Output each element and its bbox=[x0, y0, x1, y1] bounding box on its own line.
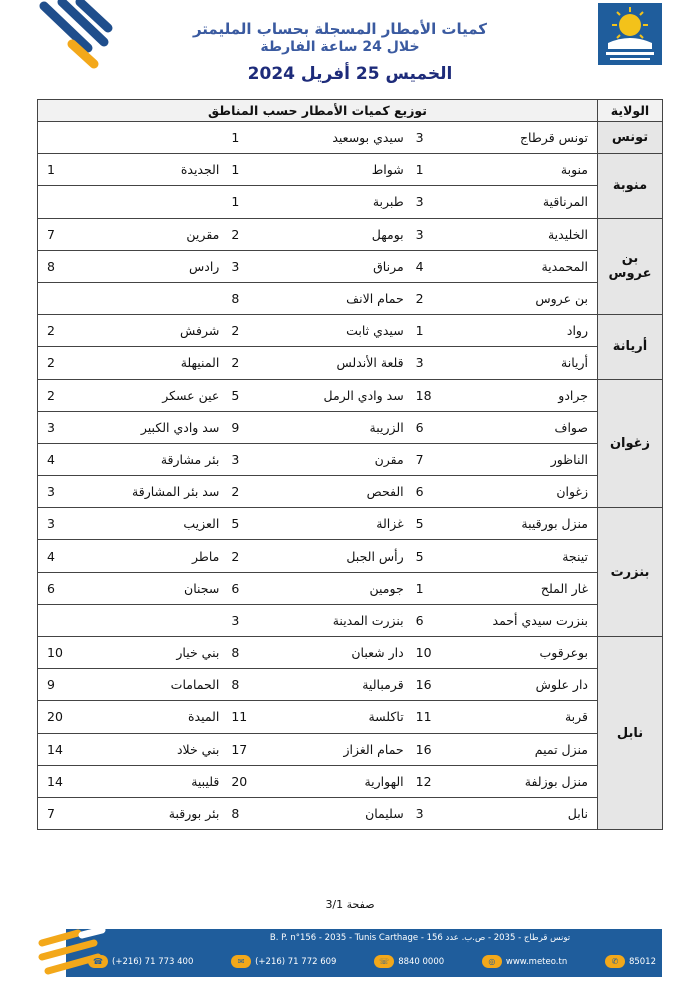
station-entry bbox=[225, 380, 409, 411]
institute-logo-icon bbox=[598, 3, 662, 65]
station-name: بئر مشارقة bbox=[160, 451, 220, 467]
station-name: المنيهلة bbox=[180, 355, 220, 371]
station-entry bbox=[410, 605, 594, 636]
station-entry bbox=[225, 508, 409, 539]
station-name: منوبة bbox=[560, 162, 588, 178]
stations-cell bbox=[38, 508, 598, 540]
station-entry bbox=[41, 540, 225, 571]
station-entry bbox=[225, 637, 409, 668]
station-name: تاكلسة bbox=[368, 709, 404, 725]
rainfall-value: 1 bbox=[415, 162, 424, 178]
station-entry bbox=[225, 347, 409, 378]
station-name: سجنان bbox=[184, 580, 220, 596]
station-name: عين عسكر bbox=[162, 387, 220, 403]
station-name: شواط bbox=[371, 162, 404, 178]
rainfall-value: 17 bbox=[231, 741, 248, 757]
rainfall-value: 8 bbox=[231, 645, 240, 661]
governorate-name: بنزرت bbox=[598, 508, 663, 637]
table-header-row bbox=[38, 100, 663, 122]
station-name: بني خيار bbox=[176, 645, 220, 661]
station-entry bbox=[225, 283, 409, 314]
title-block bbox=[160, 20, 520, 56]
station-name: الحمامات bbox=[170, 677, 220, 693]
station-name: أريانة bbox=[561, 355, 588, 371]
station-entry bbox=[410, 186, 594, 217]
rainfall-value: 6 bbox=[415, 612, 424, 628]
rainfall-value: 11 bbox=[231, 709, 248, 725]
station-group bbox=[41, 315, 594, 346]
station-entry bbox=[225, 154, 409, 185]
stations-cell bbox=[38, 572, 598, 604]
rainfall-value: 3 bbox=[47, 484, 55, 500]
rainfall-value: 2 bbox=[231, 226, 240, 242]
station-entry bbox=[225, 605, 409, 636]
rainfall-value: 2 bbox=[231, 484, 240, 500]
station-name: العزيب bbox=[183, 516, 220, 532]
station-name: تينجة bbox=[562, 548, 588, 564]
rainfall-value: 8 bbox=[231, 291, 240, 307]
station-name: ماطر bbox=[191, 548, 220, 564]
station-name: قرمبالية bbox=[362, 677, 404, 693]
station-entry bbox=[410, 380, 594, 411]
rainfall-value: 2 bbox=[47, 387, 55, 403]
stations-cell bbox=[38, 669, 598, 701]
stations-cell bbox=[38, 637, 598, 669]
table-row bbox=[38, 315, 663, 347]
rainfall-value: 5 bbox=[415, 516, 424, 532]
contact-text: 8840 0000 bbox=[398, 956, 445, 967]
station-group bbox=[41, 412, 594, 443]
station-name: سد وادي الكبير bbox=[140, 419, 220, 435]
footer-stripes-icon bbox=[38, 929, 118, 977]
rainfall-value: 3 bbox=[47, 419, 55, 435]
station-entry bbox=[410, 444, 594, 475]
station-name: سد وادي الرمل bbox=[323, 387, 404, 403]
table-row bbox=[38, 637, 663, 669]
stations-cell bbox=[38, 733, 598, 765]
station-entry bbox=[41, 476, 225, 507]
stations-cell bbox=[38, 797, 598, 829]
table-row bbox=[38, 797, 663, 829]
rainfall-value: 1 bbox=[415, 580, 424, 596]
rainfall-value: 4 bbox=[415, 258, 424, 274]
stations-cell bbox=[38, 315, 598, 347]
stations-cell bbox=[38, 122, 598, 154]
station-entry bbox=[410, 122, 594, 153]
table-row bbox=[38, 733, 663, 765]
station-entry bbox=[410, 412, 594, 443]
station-name: الهوارية bbox=[364, 773, 404, 789]
stations-cell bbox=[38, 250, 598, 282]
station-group bbox=[41, 766, 594, 797]
rainfall-value: 1 bbox=[231, 162, 240, 178]
station-entry bbox=[410, 798, 594, 829]
report-date: الخميس 25 أفريل 2024 bbox=[247, 64, 453, 84]
station-name: سليمان bbox=[365, 806, 404, 822]
station-name: سيدي بوسعيد bbox=[332, 130, 404, 146]
station-entry bbox=[41, 283, 225, 314]
station-group bbox=[41, 734, 594, 765]
title-line-2: خلال 24 ساعة الفارطة bbox=[260, 39, 420, 55]
station-entry bbox=[225, 186, 409, 217]
station-name: منزل تميم bbox=[534, 741, 588, 757]
station-entry bbox=[41, 154, 225, 185]
station-entry bbox=[41, 766, 225, 797]
station-entry bbox=[225, 540, 409, 571]
station-entry bbox=[225, 798, 409, 829]
rainfall-value: 1 bbox=[231, 130, 240, 146]
stations-cell bbox=[38, 701, 598, 733]
station-entry bbox=[410, 219, 594, 250]
rainfall-value: 3 bbox=[231, 451, 240, 467]
station-entry bbox=[410, 508, 594, 539]
stations-cell bbox=[38, 765, 598, 797]
station-name: سيدي ثابت bbox=[346, 323, 404, 339]
station-entry bbox=[41, 412, 225, 443]
rainfall-value: 2 bbox=[415, 291, 424, 307]
rainfall-value: 2 bbox=[231, 323, 240, 339]
rainfall-value: 20 bbox=[231, 773, 248, 789]
rainfall-value: 6 bbox=[415, 484, 424, 500]
rainfall-value: 11 bbox=[415, 709, 432, 725]
station-name: جرادو bbox=[558, 387, 588, 403]
station-name: جومين bbox=[369, 580, 404, 596]
station-name: سد بئر المشارقة bbox=[132, 484, 220, 500]
table-row bbox=[38, 347, 663, 379]
table-row bbox=[38, 218, 663, 250]
station-entry bbox=[410, 637, 594, 668]
rainfall-value: 2 bbox=[231, 548, 240, 564]
station-group bbox=[41, 701, 594, 732]
station-name: بنزرت المدينة bbox=[332, 612, 404, 628]
station-entry bbox=[41, 701, 225, 732]
governorate-name: نابل bbox=[598, 637, 663, 830]
station-entry bbox=[41, 605, 225, 636]
rainfall-value: 5 bbox=[415, 548, 424, 564]
station-entry bbox=[410, 766, 594, 797]
station-group bbox=[41, 540, 594, 571]
station-group bbox=[41, 605, 594, 636]
stations-cell bbox=[38, 218, 598, 250]
table-row bbox=[38, 572, 663, 604]
station-group bbox=[41, 508, 594, 539]
governorate-name: بن عروس bbox=[598, 218, 663, 315]
rainfall-value: 6 bbox=[231, 580, 240, 596]
rainfall-value: 3 bbox=[415, 226, 424, 242]
table-row bbox=[38, 122, 663, 154]
station-name: حمام الغزاز bbox=[343, 741, 404, 757]
station-name: الفحص bbox=[366, 484, 404, 500]
station-entry bbox=[410, 283, 594, 314]
table-row bbox=[38, 379, 663, 411]
station-name: قربة bbox=[564, 709, 588, 725]
station-name: شرفش bbox=[180, 323, 220, 339]
station-name: الناظور bbox=[550, 451, 588, 467]
contact-text: www.meteo.tn bbox=[505, 956, 568, 967]
rainfall-value: 3 bbox=[415, 806, 424, 822]
stations-cell bbox=[38, 282, 598, 314]
rainfall-value: 4 bbox=[47, 451, 55, 467]
stations-cell bbox=[38, 604, 598, 636]
table-row bbox=[38, 411, 663, 443]
rainfall-value: 8 bbox=[231, 806, 240, 822]
decorative-stripes-icon bbox=[36, 0, 116, 70]
station-name: قلعة الأندلس bbox=[336, 355, 404, 371]
rainfall-value: 3 bbox=[47, 516, 55, 532]
station-entry bbox=[41, 734, 225, 765]
table-row bbox=[38, 282, 663, 314]
station-name: مقرن bbox=[374, 451, 404, 467]
stations-cell bbox=[38, 476, 598, 508]
station-entry bbox=[41, 669, 225, 700]
station-entry bbox=[225, 701, 409, 732]
contact-item bbox=[374, 955, 444, 968]
station-name: المرناقية bbox=[542, 194, 588, 210]
station-name: رأس الجبل bbox=[346, 548, 404, 564]
rainfall-value: 1 bbox=[415, 323, 424, 339]
station-group bbox=[41, 347, 594, 378]
table-row bbox=[38, 604, 663, 636]
rainfall-value: 10 bbox=[47, 645, 63, 661]
distribution-column-header: توزيع كميات الأمطار حسب المناطق bbox=[38, 100, 598, 122]
station-entry bbox=[41, 347, 225, 378]
station-name: زغوان bbox=[556, 484, 588, 500]
rainfall-value: 12 bbox=[415, 773, 432, 789]
title-line-1: كميات الأمطار المسجلة بحساب المليمتر bbox=[192, 20, 488, 38]
station-name: غزالة bbox=[376, 516, 404, 532]
stations-cell bbox=[38, 379, 598, 411]
station-group bbox=[41, 186, 594, 217]
station-entry bbox=[225, 412, 409, 443]
station-name: بئر بورقبة bbox=[168, 806, 220, 822]
footer-address: B. P. n°156 - 2035 - Tunis Carthage - تونس قرطاج - 2035 - ص.ب. عدد 156 bbox=[269, 933, 571, 943]
table-row bbox=[38, 508, 663, 540]
station-group bbox=[41, 380, 594, 411]
station-entry bbox=[410, 251, 594, 282]
rainfall-table bbox=[37, 99, 663, 830]
station-entry bbox=[41, 444, 225, 475]
rainfall-value: 7 bbox=[415, 451, 424, 467]
rainfall-value: 3 bbox=[415, 194, 424, 210]
rainfall-value: 16 bbox=[415, 677, 432, 693]
station-entry bbox=[225, 734, 409, 765]
station-entry bbox=[225, 251, 409, 282]
station-entry bbox=[410, 701, 594, 732]
rainfall-value: 2 bbox=[47, 355, 55, 371]
station-name: نابل bbox=[567, 806, 588, 822]
table-row bbox=[38, 540, 663, 572]
station-entry bbox=[41, 508, 225, 539]
rainfall-value: 5 bbox=[231, 387, 240, 403]
station-entry bbox=[410, 573, 594, 604]
station-name: مقرين bbox=[186, 226, 220, 242]
contact-item bbox=[231, 955, 336, 968]
station-name: دار شعبان bbox=[351, 645, 404, 661]
rainfall-value: 9 bbox=[231, 419, 240, 435]
table-row bbox=[38, 443, 663, 475]
table-row bbox=[38, 250, 663, 282]
fax-icon: ✉ bbox=[231, 955, 251, 968]
rainfall-value: 10 bbox=[415, 645, 432, 661]
station-name: بني خلاد bbox=[176, 741, 220, 757]
phone-icon: ☎ bbox=[88, 955, 108, 968]
governorate-name: أريانة bbox=[598, 315, 663, 379]
station-name: رواد bbox=[566, 323, 588, 339]
station-entry bbox=[41, 186, 225, 217]
rainfall-value: 7 bbox=[47, 806, 55, 822]
station-entry bbox=[410, 476, 594, 507]
station-entry bbox=[41, 380, 225, 411]
rainfall-value: 6 bbox=[47, 580, 55, 596]
station-entry bbox=[410, 540, 594, 571]
station-entry bbox=[225, 573, 409, 604]
station-entry bbox=[225, 315, 409, 346]
station-name: دار علوش bbox=[535, 677, 588, 693]
table-row bbox=[38, 154, 663, 186]
governorate-name: تونس bbox=[598, 122, 663, 154]
rainfall-value: 18 bbox=[415, 387, 432, 403]
station-name: مرناق bbox=[373, 258, 404, 274]
stations-cell bbox=[38, 186, 598, 218]
station-name: بنزرت سيدي أحمد bbox=[492, 612, 588, 628]
rainfall-value: 7 bbox=[47, 226, 55, 242]
rainfall-value: 9 bbox=[47, 677, 55, 693]
rainfall-value: 1 bbox=[231, 194, 240, 210]
station-name: الجديدة bbox=[180, 162, 220, 178]
rainfall-value: 3 bbox=[231, 612, 240, 628]
table-row bbox=[38, 476, 663, 508]
table-row bbox=[38, 186, 663, 218]
stations-cell bbox=[38, 411, 598, 443]
station-group bbox=[41, 154, 594, 185]
station-entry bbox=[410, 669, 594, 700]
station-name: منزل بورقيبة bbox=[521, 516, 588, 532]
station-group bbox=[41, 283, 594, 314]
contact-item bbox=[88, 955, 193, 968]
station-name: الخليدية bbox=[547, 226, 588, 242]
station-name: الزريبة bbox=[369, 419, 404, 435]
station-group bbox=[41, 573, 594, 604]
governorate-column-header: الولاية bbox=[598, 100, 663, 122]
contact-item bbox=[482, 955, 567, 968]
page-number: صفحة 3/1 bbox=[325, 898, 375, 911]
station-name: الميدة bbox=[187, 709, 220, 725]
stations-cell bbox=[38, 347, 598, 379]
sms-icon: ✆ bbox=[605, 955, 625, 968]
station-entry bbox=[41, 637, 225, 668]
station-entry bbox=[41, 315, 225, 346]
station-entry bbox=[41, 798, 225, 829]
station-entry bbox=[410, 734, 594, 765]
contact-item bbox=[605, 955, 656, 968]
station-name: تونس قرطاج bbox=[519, 130, 588, 146]
rainfall-value: 1 bbox=[47, 162, 55, 178]
station-name: قليبية bbox=[191, 773, 220, 789]
rainfall-value: 4 bbox=[47, 548, 55, 564]
governorate-name: منوبة bbox=[598, 154, 663, 218]
stations-cell bbox=[38, 540, 598, 572]
contact-text: (+216) 71 772 609 bbox=[255, 956, 337, 967]
station-name: حمام الانف bbox=[346, 291, 404, 307]
governorate-name: زغوان bbox=[598, 379, 663, 508]
station-group bbox=[41, 251, 594, 282]
rainfall-value: 16 bbox=[415, 741, 432, 757]
contact-text: 85012 bbox=[628, 956, 656, 967]
station-entry bbox=[225, 476, 409, 507]
station-name: غار الملح bbox=[540, 580, 588, 596]
rainfall-value: 8 bbox=[47, 258, 55, 274]
stations-cell bbox=[38, 154, 598, 186]
station-name: رادس bbox=[189, 258, 220, 274]
footer bbox=[38, 929, 662, 977]
station-name: بوعرقوب bbox=[539, 645, 588, 661]
station-name: صواف bbox=[554, 419, 588, 435]
table-row bbox=[38, 669, 663, 701]
station-entry bbox=[225, 669, 409, 700]
station-entry bbox=[410, 347, 594, 378]
station-entry bbox=[41, 122, 225, 153]
rainfall-value: 3 bbox=[231, 258, 240, 274]
station-name: المحمدية bbox=[541, 258, 588, 274]
station-group bbox=[41, 122, 594, 153]
rainfall-value: 5 bbox=[231, 516, 240, 532]
rainfall-value: 14 bbox=[47, 773, 63, 789]
station-entry bbox=[225, 766, 409, 797]
station-group bbox=[41, 669, 594, 700]
station-name: طبربة bbox=[372, 194, 404, 210]
station-entry bbox=[225, 122, 409, 153]
station-name: منزل بوزلفة bbox=[524, 773, 588, 789]
station-entry bbox=[225, 219, 409, 250]
station-entry bbox=[41, 219, 225, 250]
rainfall-value: 20 bbox=[47, 709, 63, 725]
station-name: بن عروس bbox=[535, 291, 588, 307]
station-entry bbox=[410, 315, 594, 346]
station-entry bbox=[41, 573, 225, 604]
rainfall-value: 6 bbox=[415, 419, 424, 435]
rainfall-value: 8 bbox=[231, 677, 240, 693]
contact-text: (+216) 71 773 400 bbox=[112, 956, 194, 967]
station-entry bbox=[410, 154, 594, 185]
table-row bbox=[38, 701, 663, 733]
station-group bbox=[41, 476, 594, 507]
hotline-icon: ☏ bbox=[374, 955, 394, 968]
station-entry bbox=[41, 251, 225, 282]
stations-cell bbox=[38, 443, 598, 475]
rainfall-value: 2 bbox=[231, 355, 240, 371]
station-name: بومهل bbox=[371, 226, 404, 242]
station-group bbox=[41, 219, 594, 250]
rainfall-value: 2 bbox=[47, 323, 55, 339]
footer-contacts bbox=[88, 955, 656, 968]
table-row bbox=[38, 765, 663, 797]
rainfall-value: 3 bbox=[415, 355, 424, 371]
station-entry bbox=[225, 444, 409, 475]
rainfall-value: 14 bbox=[47, 741, 63, 757]
rainfall-table-body bbox=[38, 122, 663, 830]
rainfall-value: 3 bbox=[415, 130, 424, 146]
web-icon: ◎ bbox=[482, 955, 502, 968]
station-group bbox=[41, 798, 594, 829]
station-group bbox=[41, 444, 594, 475]
station-group bbox=[41, 637, 594, 668]
